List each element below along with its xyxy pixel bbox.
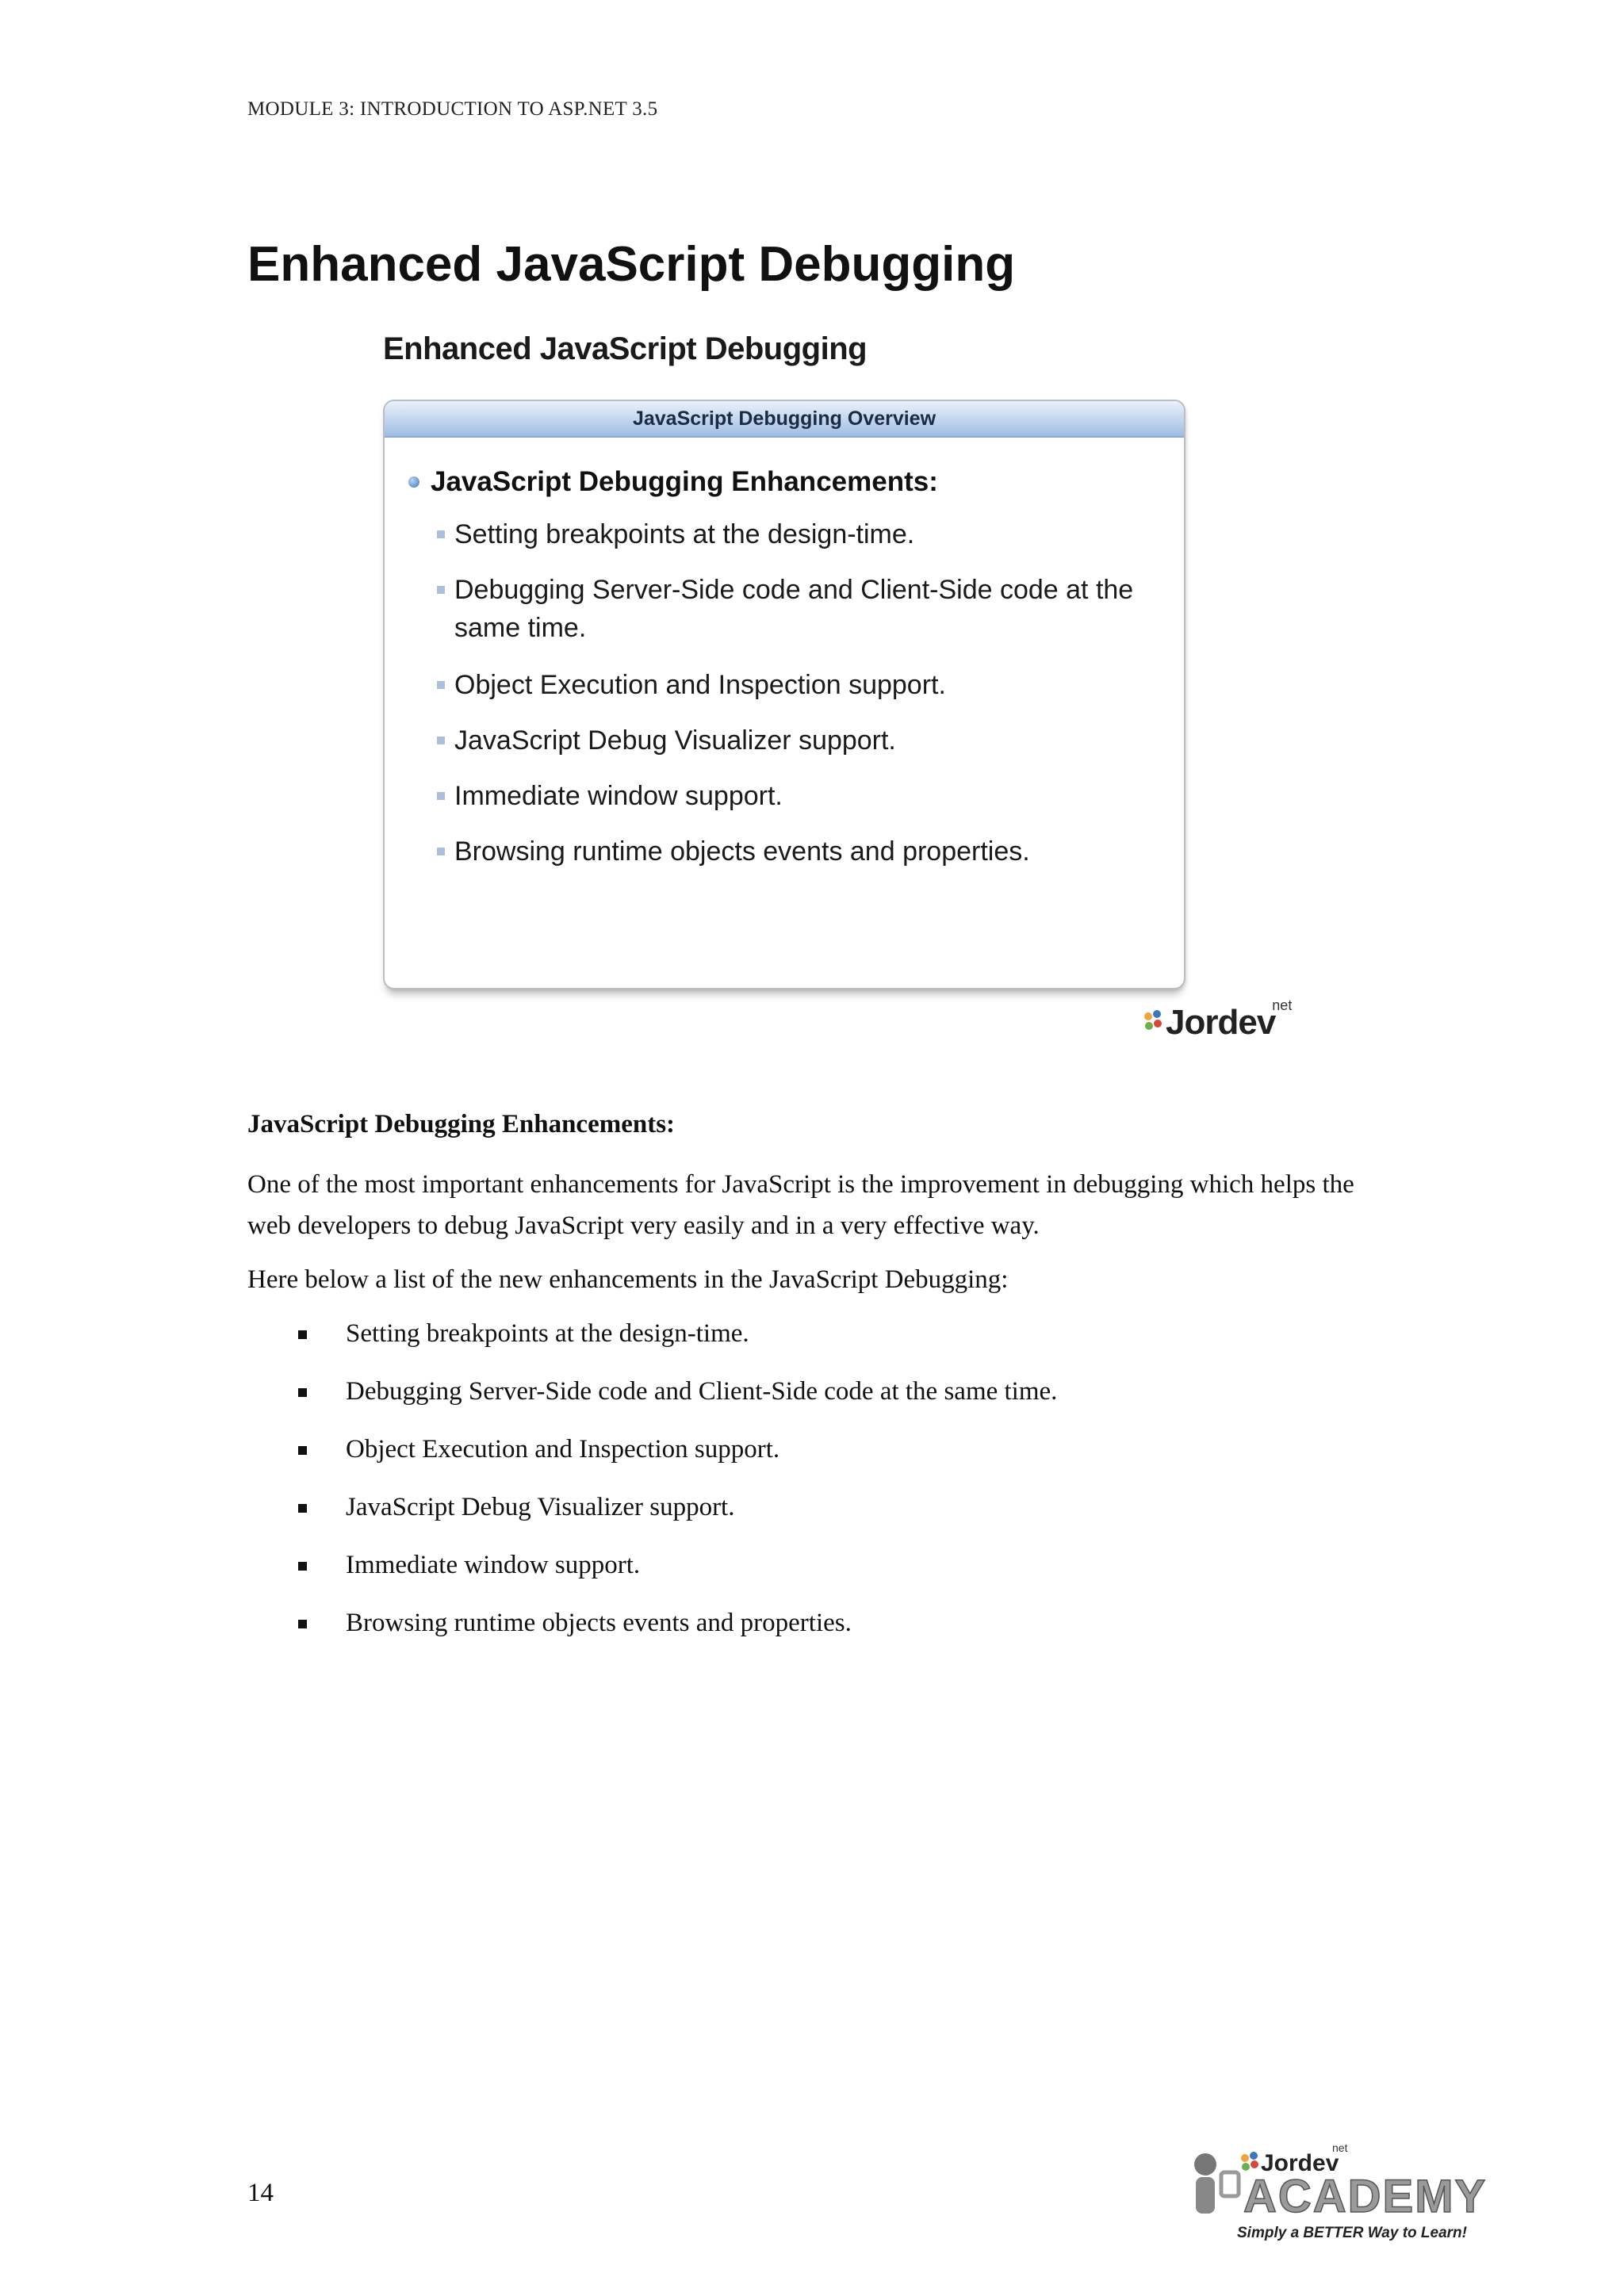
list-item-label: Debugging Server-Side code and Client-Side code at the same time.: [346, 1377, 1058, 1406]
list-item-label: Browsing runtime objects events and properties.: [346, 1609, 852, 1637]
page-number: 14: [247, 2179, 274, 2207]
square-bullet-icon: [298, 1562, 307, 1571]
panel-sub-bullet-label: Setting breakpoints at the design-time.: [454, 519, 915, 549]
list-item: [346, 1493, 734, 1522]
list-item-label: Immediate window support.: [346, 1551, 641, 1579]
bullet-dot-icon: [408, 476, 419, 488]
panel-main-bullet-label: JavaScript Debugging Enhancements:: [431, 466, 938, 497]
square-bullet-icon: [298, 1504, 307, 1513]
square-bullet-icon: [437, 586, 445, 594]
academy-mascot-icon: [1194, 2153, 1239, 2214]
jordev-dots-icon: [1142, 1007, 1166, 1039]
list-item: [346, 1609, 852, 1638]
jordev-academy-logo: [1182, 2141, 1515, 2244]
list-item-label: Setting breakpoints at the design-time.: [346, 1319, 749, 1348]
panel-sub-bullet-label: Immediate window support.: [454, 781, 783, 811]
jordev-logo-net: net: [1272, 997, 1293, 1013]
panel-sub-bullet-label: Object Execution and Inspection support.: [454, 670, 946, 700]
academy-tagline: Simply a BETTER Way to Learn!: [1237, 2225, 1467, 2241]
square-bullet-icon: [298, 1620, 307, 1628]
list-item-label: Object Execution and Inspection support.: [346, 1435, 780, 1464]
panel-sub-bullet: [454, 777, 1152, 815]
list-item: [346, 1319, 749, 1349]
panel-sub-bullet: [454, 666, 1152, 704]
running-header: MODULE 3: INTRODUCTION TO ASP.NET 3.5: [247, 98, 658, 120]
academy-brand-text: Jordev: [1261, 2150, 1339, 2176]
slide-panel: [383, 400, 1185, 989]
panel-sub-bullet-label: Debugging Server-Side code and Client-Side code at the same time.: [454, 575, 1134, 643]
panel-sub-bullet-label: Browsing runtime objects events and properties.: [454, 836, 1030, 867]
panel-sub-bullet: [454, 832, 1152, 871]
square-bullet-icon: [437, 530, 445, 538]
section-heading: JavaScript Debugging Enhancements:: [247, 1110, 676, 1138]
square-bullet-icon: [298, 1388, 307, 1397]
page-title: Enhanced JavaScript Debugging: [247, 237, 1016, 292]
panel-main-bullet: [408, 466, 938, 498]
panel-sub-bullet: [454, 721, 1152, 760]
square-bullet-icon: [298, 1446, 307, 1455]
square-bullet-icon: [298, 1330, 307, 1339]
panel-sub-bullet-label: JavaScript Debug Visualizer support.: [454, 725, 896, 756]
slide-title: Enhanced JavaScript Debugging: [383, 331, 868, 366]
list-item: [346, 1551, 640, 1580]
list-item: [346, 1435, 779, 1464]
academy-brand-net: net: [1332, 2141, 1348, 2154]
jordev-logo: [1142, 997, 1293, 1045]
paragraph: Here below a list of the new enhancements in the JavaScript Debugging:: [247, 1265, 1009, 1294]
square-bullet-icon: [437, 681, 445, 689]
academy-name-text: ACADEMY: [1243, 2171, 1488, 2222]
list-item: [346, 1377, 1057, 1406]
panel-sub-bullet: [454, 571, 1152, 647]
square-bullet-icon: [437, 848, 445, 855]
square-bullet-icon: [437, 737, 445, 744]
square-bullet-icon: [437, 792, 445, 800]
panel-header: JavaScript Debugging Overview: [385, 401, 1184, 438]
panel-sub-bullet: [454, 515, 1152, 553]
jordev-logo-text: Jordev: [1166, 1003, 1276, 1042]
list-item-label: JavaScript Debug Visualizer support.: [346, 1493, 735, 1521]
paragraph: One of the most important enhancements for JavaScript is the improvement in debugging which helps the web developers to debug JavaScript very easily and in a very effective way.: [247, 1170, 1354, 1240]
